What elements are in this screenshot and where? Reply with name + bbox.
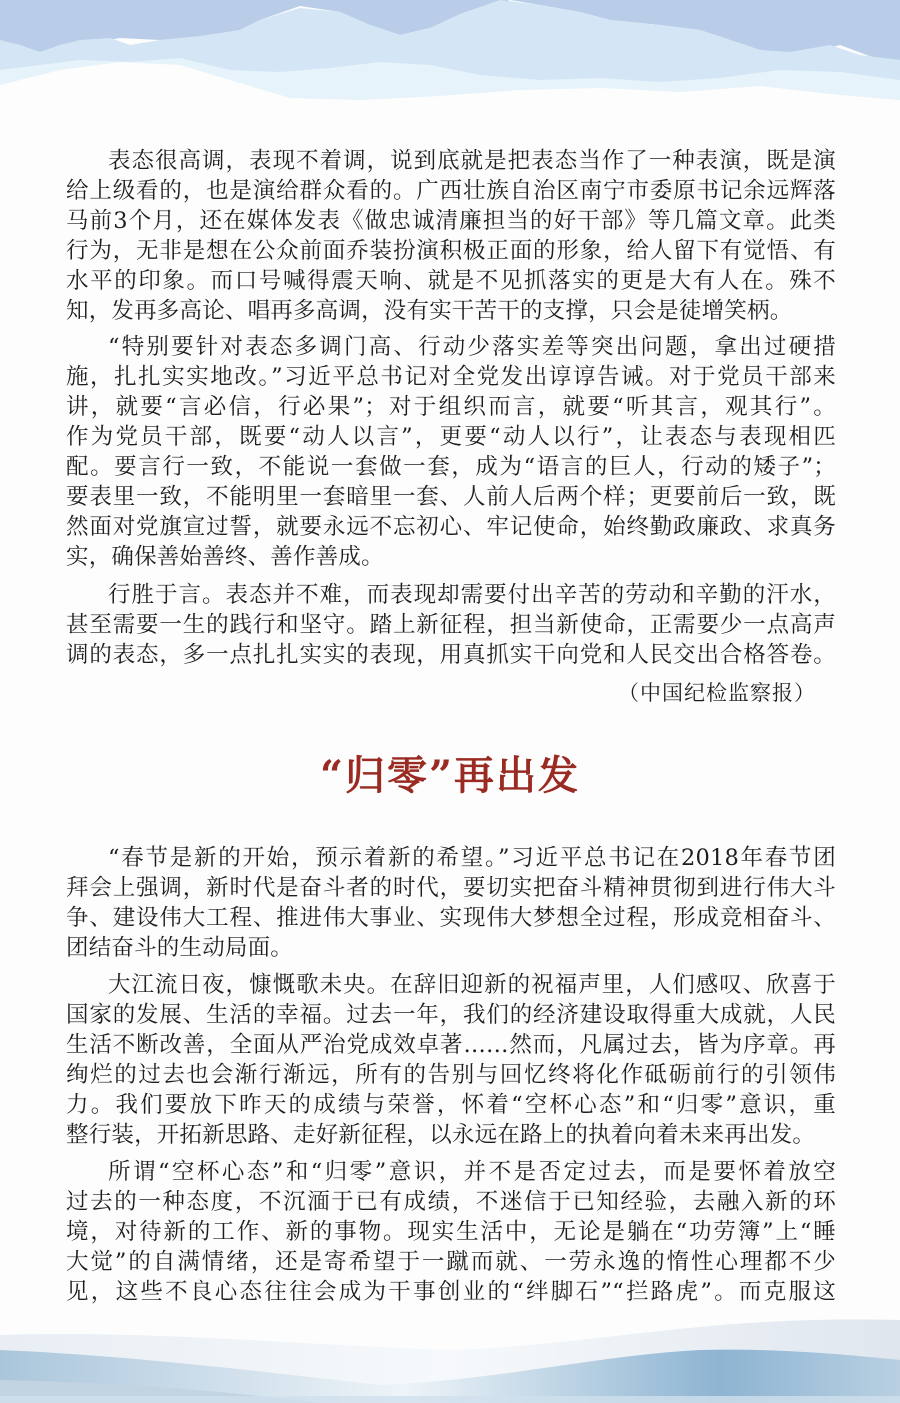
text-line: 要表里一致，不能明里一套暗里一套、人前人后两个样；更要前后一致，既 xyxy=(66,484,836,510)
text-line: 所谓“空杯心态”和“归零”意识，并不是否定过去，而是要怀着放空 xyxy=(108,1159,836,1185)
text-line: 然面对党旗宣过誓，就要永远不忘初心、牢记使命，始终勤政廉政、求真务 xyxy=(66,514,836,540)
mountain-banner-top xyxy=(0,0,900,130)
text-line: 绚烂的过去也会渐行渐远，所有的告别与回忆终将化作砥砺前行的引领伟 xyxy=(66,1062,836,1088)
text-line: 过去的一种态度，不沉湎于已有成绩，不迷信于已知经验，去融入新的环 xyxy=(66,1189,836,1215)
text-line: 大江流日夜，慷慨歌未央。在辞旧迎新的祝福声里，人们感叹、欣喜于 xyxy=(108,972,836,998)
text-line: 实，确保善始善终、善作善成。 xyxy=(66,544,384,570)
wave-banner-bottom xyxy=(0,1310,900,1403)
text-line: 行为，无非是想在公众前面乔装扮演积极正面的形象，给人留下有觉悟、有 xyxy=(66,238,836,264)
text-line: 调的表态，多一点扎扎实实的表现，用真抓实干向党和人民交出合格答卷。 xyxy=(66,642,836,668)
text-line: 整行装，开拓新思路、走好新征程，以永远在路上的执着向着未来再出发。 xyxy=(66,1122,816,1148)
text-line: 施，扎扎实实地改。”习近平总书记对全党发出谆谆告诫。对于党员干部来 xyxy=(66,364,836,390)
text-line: 表态很高调，表现不着调，说到底就是把表态当作了一种表演，既是演 xyxy=(108,148,836,174)
text-line: 见，这些不良心态往往会成为干事创业的“绊脚石”“拦路虎”。而克服这 xyxy=(66,1279,836,1305)
text-line: 讲，就要“言必信，行必果”；对于组织而言，就要“听其言，观其行”。 xyxy=(66,394,836,420)
text-line: 知，发再多高论、唱再多高调，没有实干苦干的支撑，只会是徒增笑柄。 xyxy=(66,298,793,324)
text-line: 作为党员干部，既要“动人以言”，更要“动人以行”，让表态与表现相匹 xyxy=(66,424,836,450)
article-2-title: “归零”再出发 xyxy=(319,752,580,799)
text-line: 拜会上强调，新时代是奋斗者的时代，要切实把奋斗精神贯彻到进行伟大斗 xyxy=(66,875,836,901)
text-line: 给上级看的，也是演给群众看的。广西壮族自治区南宁市委原书记余远辉落 xyxy=(66,178,836,204)
text-line: “春节是新的开始，预示着新的希望。”习近平总书记在2018年春节团 xyxy=(108,845,836,871)
text-line: 马前3个月，还在媒体发表《做忠诚清廉担当的好干部》等几篇文章。此类 xyxy=(66,208,836,234)
text-line: 大觉”的自满情绪，还是寄希望于一蹴而就、一劳永逸的惰性心理都不少 xyxy=(66,1249,836,1275)
text-line: 甚至需要一生的践行和坚守。踏上新征程，担当新使命，正需要少一点高声 xyxy=(66,612,836,638)
text-line: 国家的发展、生活的幸福。过去一年，我们的经济建设取得重大成就，人民 xyxy=(66,1002,836,1028)
article-source: （中国纪检监察报） xyxy=(618,681,816,705)
text-line: 境，对待新的工作、新的事物。现实生活中，无论是躺在“功劳簿”上“睡 xyxy=(66,1219,836,1245)
text-line: 争、建设伟大工程、推进伟大事业、实现伟大梦想全过程，形成竞相奋斗、 xyxy=(66,905,836,931)
text-line: 生活不断改善，全面从严治党成效卓著……然而，凡属过去，皆为序章。再 xyxy=(66,1032,836,1058)
text-line: 团结奋斗的生动局面。 xyxy=(66,935,294,961)
text-line: 力。我们要放下昨天的成绩与荣誉，怀着“空杯心态”和“归零”意识，重 xyxy=(66,1092,836,1118)
text-line: 水平的印象。而口号喊得震天响、就是不见抓落实的更是大有人在。殊不 xyxy=(66,268,836,294)
text-line: 行胜于言。表态并不难，而表现却需要付出辛苦的劳动和辛勤的汗水， xyxy=(108,582,836,608)
text-line: 配。要言行一致，不能说一套做一套，成为“语言的巨人，行动的矮子”； xyxy=(66,454,836,480)
text-line: “特别要针对表态多调门高、行动少落实差等突出问题，拿出过硬措 xyxy=(108,334,836,360)
